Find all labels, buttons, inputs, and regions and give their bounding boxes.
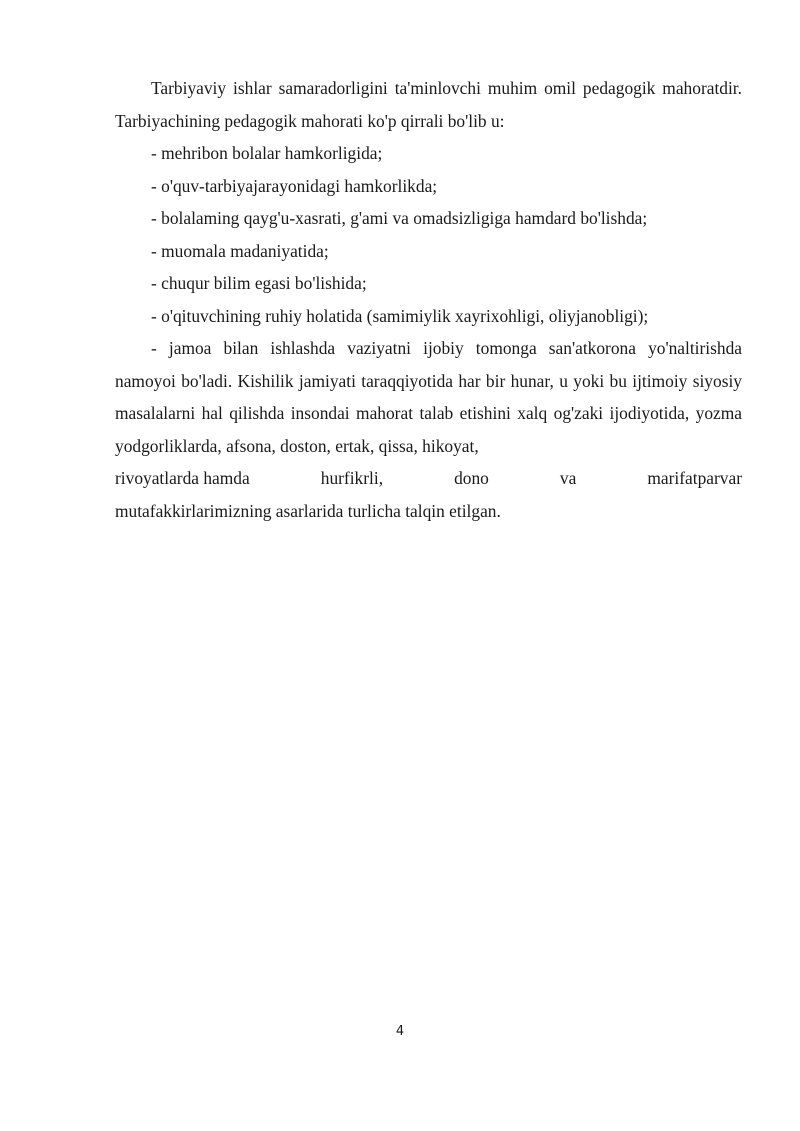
list-item: - o'quv-tarbiyajarayonidagi hamkorlikda; bbox=[151, 175, 438, 196]
list-item: - muomala madaniyatida; bbox=[151, 240, 329, 261]
closing-paragraph-spread-line bbox=[115, 462, 742, 495]
spread-word: dono bbox=[454, 468, 489, 488]
spread-word: rivoyatlarda hamda bbox=[115, 468, 250, 488]
spread-word: va bbox=[559, 468, 577, 488]
list-item: - o'qituvchining ruhiy holatida (samimiylik xayrixohligi, oliyjanobligi); bbox=[151, 305, 649, 326]
spread-word: hurfikrli, bbox=[320, 468, 384, 488]
page-number: 4 bbox=[395, 1024, 405, 1039]
intro-paragraph: Tarbiyaviy ishlar samaradorligini ta'minlovchi muhim omil pedagogik mahoratdir. Tarbiyachining pedagogik mahorati ko'p qirrali bo'lib u: bbox=[115, 78, 742, 131]
spread-word: marifatparvar bbox=[647, 468, 742, 488]
list-item: - mehribon bolalar hamkorligida; bbox=[151, 143, 383, 163]
closing-paragraph: - jamoa bilan ishlashda vaziyatni ijobiy tomonga san'atkorona yo'naltirishda namoyoi bo'ladi. Kishilik jamiyati taraqqiyotida har bir hunar, u yoki bu ijtimoiy siyosiy masalalarni hal qilishda insondai mahorat talab etishini xalq og'zaki ijodiyotida, yozma yodgorliklarda, afsona, doston, ertak, qissa, hikoyat, bbox=[115, 338, 742, 456]
body-text bbox=[115, 72, 742, 527]
closing-paragraph-end: mutafakkirlarimizning asarlarida turlicha talqin etilgan. bbox=[115, 500, 501, 521]
list-item: - chuqur bilim egasi bo'lishida; bbox=[151, 273, 367, 293]
list-item: - bolalaming qayg'u-xasrati, g'ami va omadsizligiga hamdard bo'lishda; bbox=[151, 208, 648, 228]
